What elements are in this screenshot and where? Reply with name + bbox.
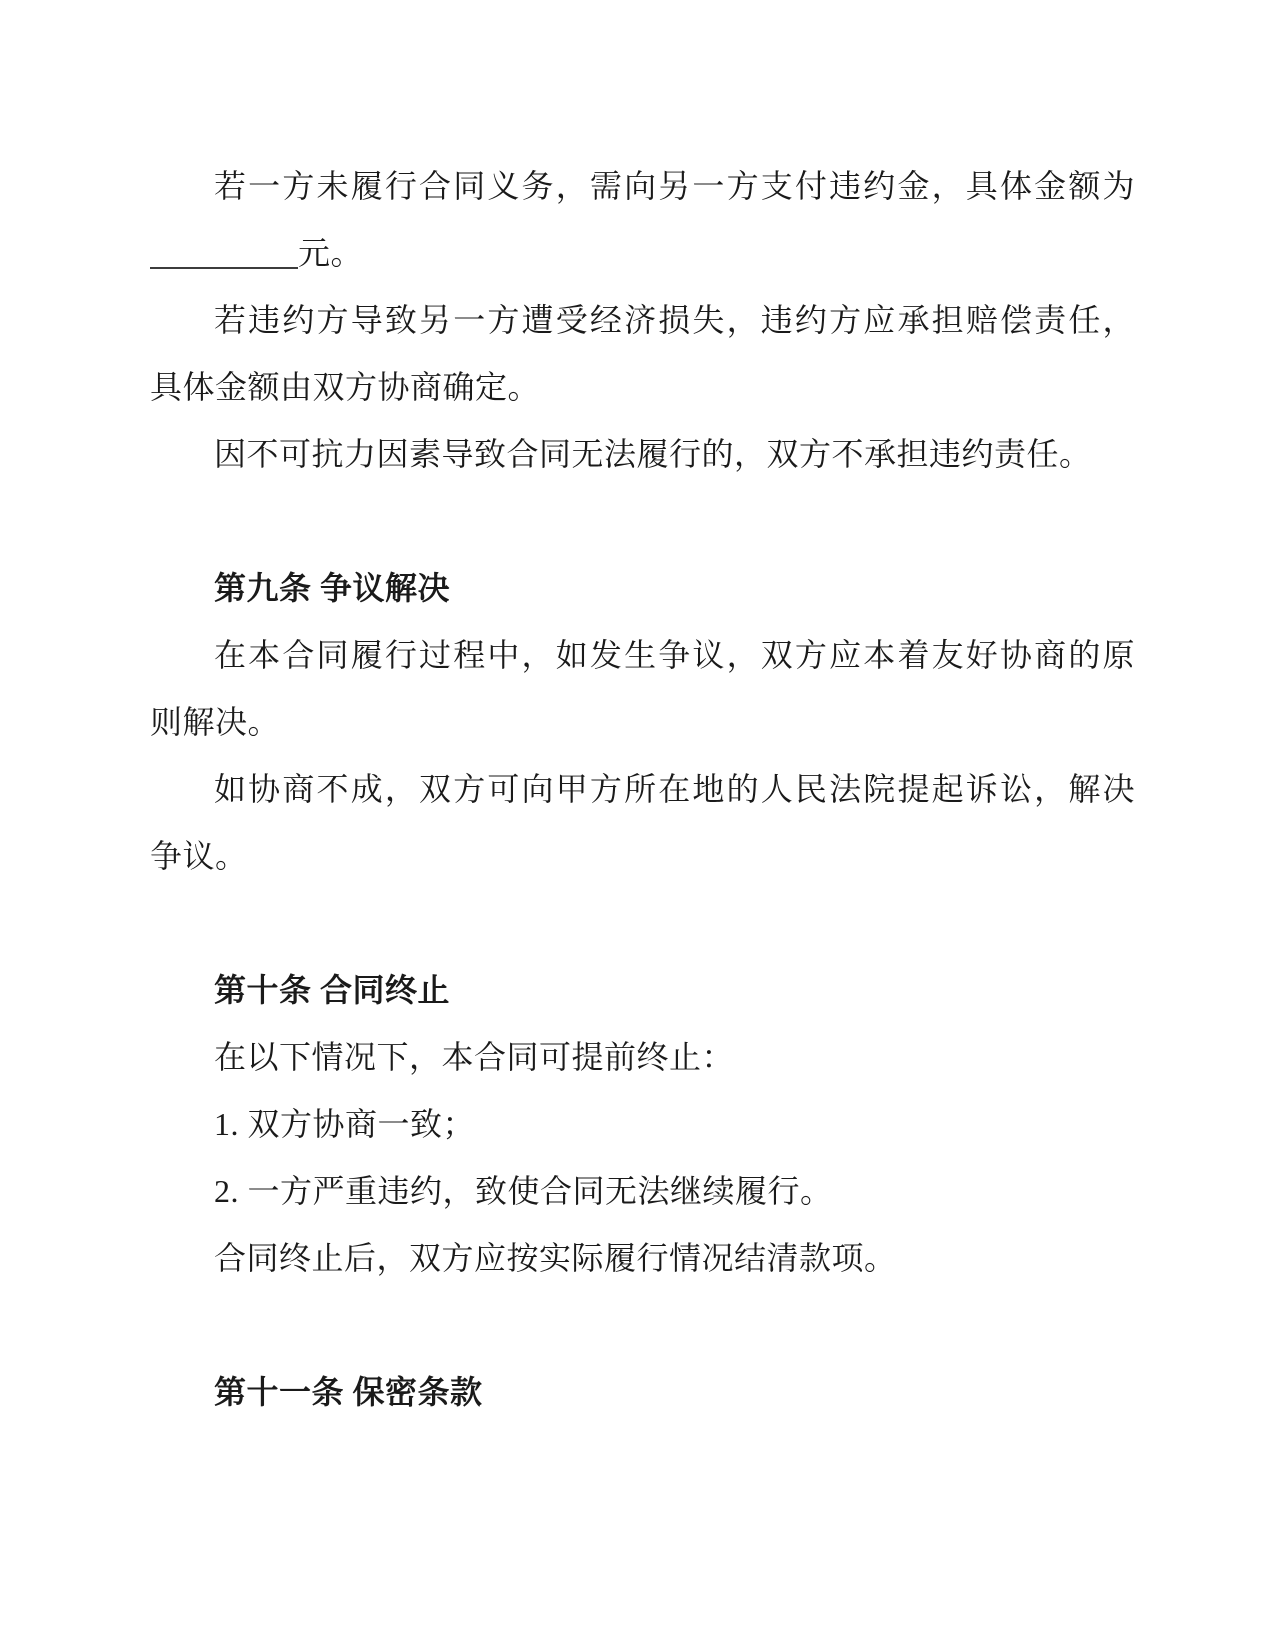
document-line: 在本合同履行过程中，如发生争议，双方应本着友好协商的原 <box>214 637 1135 673</box>
document-line: 则解决。 <box>150 704 281 740</box>
document-line: 如协商不成，双方可向甲方所在地的人民法院提起诉讼，解决 <box>214 771 1135 807</box>
document-line: 若违约方导致另一方遭受经济损失，违约方应承担赔偿责任， <box>214 302 1135 338</box>
document-line: 具体金额由双方协商确定。 <box>150 369 541 405</box>
section-heading: 第十一条 保密条款 <box>214 1374 483 1410</box>
document-line: 合同终止后，双方应按实际履行情况结清款项。 <box>214 1240 897 1276</box>
document-line: 在以下情况下，本合同可提前终止： <box>214 1039 735 1075</box>
document-line: 元。 <box>150 220 1135 287</box>
document-line: 争议。 <box>150 838 248 874</box>
document-body <box>150 153 1135 1426</box>
document-line: 2. 一方严重违约，致使合同无法继续履行。 <box>214 1173 833 1209</box>
document-line: 若一方未履行合同义务，需向另一方支付违约金，具体金额为 <box>214 168 1135 204</box>
blank-fill-field <box>150 235 298 269</box>
document-line: 1. 双方协商一致； <box>214 1106 476 1142</box>
section-heading: 第十条 合同终止 <box>214 972 451 1008</box>
document-line: 因不可抗力因素导致合同无法履行的，双方不承担违约责任。 <box>214 436 1092 472</box>
section-heading: 第九条 争议解决 <box>214 570 451 606</box>
